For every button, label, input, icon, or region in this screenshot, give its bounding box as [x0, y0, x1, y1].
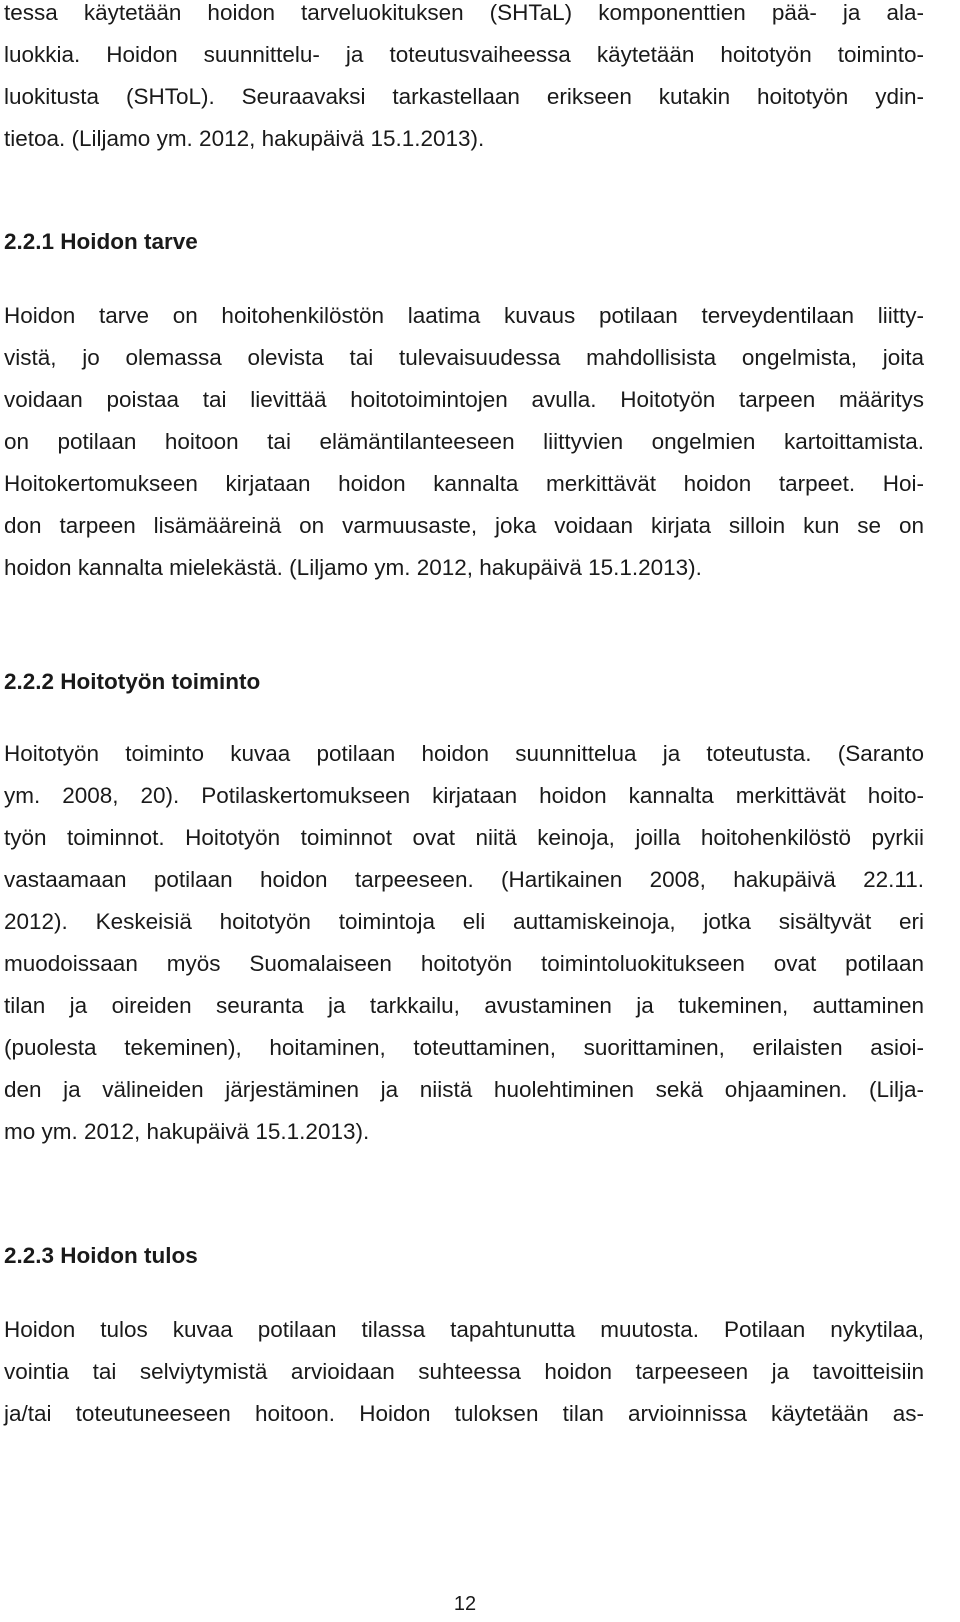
paragraph-line: vistä, jo olemassa olevista tai tulevaisuudessa mahdollisista ongelmista, joita [4, 345, 924, 370]
paragraph-line: don tarpeen lisämääreinä on varmuusaste, joka voidaan kirjata silloin kun se on [4, 513, 924, 538]
paragraph-line: ym. 2008, 20). Potilaskertomukseen kirjataan hoidon kannalta merkittävät hoito- [4, 783, 924, 808]
section-2-paragraph [4, 733, 924, 1153]
paragraph-line: Hoidon tarve on hoitohenkilöstön laatima kuvaus potilaan terveydentilaan liitty- [4, 303, 924, 328]
paragraph-line: luokkia. Hoidon suunnittelu- ja toteutusvaiheessa käytetään hoitotyön toiminto- [4, 42, 924, 67]
paragraph-line: Hoitokertomukseen kirjataan hoidon kannalta merkittävät hoidon tarpeet. Hoi- [4, 471, 924, 496]
section-heading-hoitotyon-toiminto: 2.2.2 Hoitotyön toiminto [4, 669, 261, 694]
paragraph-line: työn toiminnot. Hoitotyön toiminnot ovat niitä keinoja, joilla hoitohenkilöstö pyrkii [4, 825, 924, 850]
paragraph-line: tilan ja oireiden seuranta ja tarkkailu, avustaminen ja tukeminen, auttaminen [4, 993, 924, 1018]
paragraph-line: (puolesta tekeminen), hoitaminen, toteuttaminen, suorittaminen, erilaisten asioi- [4, 1035, 924, 1060]
paragraph-line: den ja välineiden järjestäminen ja niistä huolehtiminen sekä ohjaaminen. (Lilja- [4, 1077, 924, 1102]
paragraph-line: Hoitotyön toiminto kuvaa potilaan hoidon suunnittelua ja toteutusta. (Saranto [4, 741, 924, 766]
paragraph-line: ja/tai toteutuneeseen hoitoon. Hoidon tuloksen tilan arvioinnissa käytetään as- [4, 1401, 924, 1426]
intro-paragraph [4, 0, 924, 160]
section-heading-hoidon-tarve: 2.2.1 Hoidon tarve [4, 229, 198, 254]
page-number: 12 [453, 1593, 477, 1615]
paragraph-line: vastaamaan potilaan hoidon tarpeeseen. (Hartikainen 2008, hakupäivä 22.11. [4, 867, 924, 892]
paragraph-line: vointia tai selviytymistä arvioidaan suhteessa hoidon tarpeeseen ja tavoitteisiin [4, 1359, 924, 1384]
paragraph-line: voidaan poistaa tai lievittää hoitotoimintojen avulla. Hoitotyön tarpeen määritys [4, 387, 924, 412]
section-1-paragraph [4, 295, 924, 589]
paragraph-line: hoidon kannalta mielekästä. (Liljamo ym. 2012, hakupäivä 15.1.2013). [4, 555, 702, 580]
section-heading-hoidon-tulos: 2.2.3 Hoidon tulos [4, 1243, 198, 1268]
paragraph-line: luokitusta (SHToL). Seuraavaksi tarkastellaan erikseen kutakin hoitotyön ydin- [4, 84, 924, 109]
paragraph-line: Hoidon tulos kuvaa potilaan tilassa tapahtunutta muutosta. Potilaan nykytilaa, [4, 1317, 924, 1342]
paragraph-line: tessa käytetään hoidon tarveluokituksen (SHTaL) komponenttien pää- ja ala- [4, 0, 924, 25]
paragraph-line: mo ym. 2012, hakupäivä 15.1.2013). [4, 1119, 370, 1144]
paragraph-line: on potilaan hoitoon tai elämäntilanteeseen liittyvien ongelmien kartoittamista. [4, 429, 924, 454]
paragraph-line: 2012). Keskeisiä hoitotyön toimintoja eli auttamiskeinoja, jotka sisältyvät eri [4, 909, 924, 934]
paragraph-line: tietoa. (Liljamo ym. 2012, hakupäivä 15.1.2013). [4, 126, 485, 151]
paragraph-line: muodoissaan myös Suomalaiseen hoitotyön toimintoluokitukseen ovat potilaan [4, 951, 924, 976]
section-3-paragraph [4, 1309, 924, 1435]
